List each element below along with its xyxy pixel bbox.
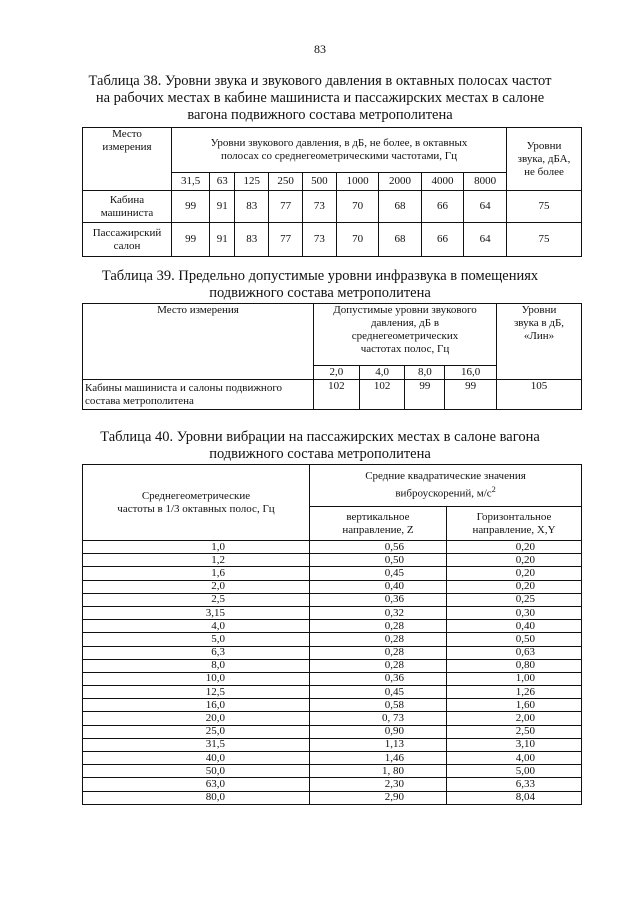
t38-cell: 64	[464, 191, 507, 223]
table-row	[83, 778, 582, 791]
table-row	[83, 606, 582, 619]
table-row	[83, 620, 582, 633]
t40-freq: 3,15	[83, 606, 310, 619]
t40-header-freq: Среднегеометрические частоты в 1/3 октавных полос, Гц	[83, 465, 310, 541]
t38-cell: 70	[336, 191, 378, 223]
t40-header-vertical: вертикальное направление, Z	[310, 507, 447, 541]
table-row	[83, 686, 582, 699]
table-38-title: Таблица 38. Уровни звука и звукового давления в октавных полосах частот на рабочих местах в кабине машиниста и пассажирских местах в салоне вагона подвижного состава метрополитена	[88, 73, 552, 123]
t40-freq: 6,3	[83, 646, 310, 659]
table-row	[83, 699, 582, 712]
t38-cell: 66	[421, 191, 463, 223]
t38-cell: 73	[303, 223, 337, 257]
table-39-title: Таблица 39. Предельно допустимые уровни инфразвука в помещениях подвижного состава метрополитена	[101, 268, 539, 301]
t40-xy: 0,40	[447, 620, 582, 633]
table-row	[83, 567, 582, 580]
t40-freq: 5,0	[83, 633, 310, 646]
table-40	[82, 464, 582, 805]
table-row	[83, 646, 582, 659]
t38-cell: 99	[172, 191, 210, 223]
t40-xy: 1,26	[447, 686, 582, 699]
t40-freq: 50,0	[83, 765, 310, 778]
t39-cell: 99	[445, 380, 497, 410]
t38-freq: 8000	[464, 173, 507, 191]
t40-z: 0,28	[310, 659, 447, 672]
t40-z: 0,28	[310, 646, 447, 659]
t40-xy: 2,00	[447, 712, 582, 725]
t40-xy: 0,30	[447, 606, 582, 619]
t39-header-place: Место измерения	[83, 304, 314, 380]
t38-cell: 91	[210, 223, 235, 257]
t40-z: 0,36	[310, 593, 447, 606]
t40-freq: 2,5	[83, 593, 310, 606]
t40-xy: 0,50	[447, 633, 582, 646]
t40-xy: 8,04	[447, 791, 582, 804]
t40-z: 2,90	[310, 791, 447, 804]
t38-cell: 77	[269, 223, 303, 257]
table-row	[83, 738, 582, 751]
t38-total: 75	[507, 191, 582, 223]
table-row	[83, 633, 582, 646]
t38-freq: 125	[235, 173, 269, 191]
t40-z: 0,50	[310, 554, 447, 567]
t40-xy: 0,80	[447, 659, 582, 672]
t38-cell: 77	[269, 191, 303, 223]
t40-z: 1,13	[310, 738, 447, 751]
t38-cell: 99	[172, 223, 210, 257]
table-40-title: Таблица 40. Уровни вибрации на пассажирских местах в салоне вагона подвижного состава метрополитена	[100, 429, 540, 462]
table-row	[83, 223, 582, 257]
t38-freq: 4000	[421, 173, 463, 191]
t40-xy: 0,20	[447, 580, 582, 593]
t40-xy: 3,10	[447, 738, 582, 751]
t40-xy: 1,00	[447, 672, 582, 685]
table-row	[83, 752, 582, 765]
t40-xy: 0,63	[447, 646, 582, 659]
t39-header-total: Уровни звука в дБ, «Лин»	[497, 304, 582, 380]
t40-freq: 80,0	[83, 791, 310, 804]
t40-z: 0,40	[310, 580, 447, 593]
t38-cell: 68	[379, 223, 421, 257]
t40-xy: 0,20	[447, 567, 582, 580]
table-row	[83, 541, 582, 554]
table-row	[83, 380, 582, 410]
t40-header-accel: Средние квадратические значения виброускорений, $м/с^2$	[310, 465, 582, 507]
t39-freq: 4,0	[359, 366, 405, 380]
table-38	[82, 127, 582, 257]
t38-cell: 83	[235, 191, 269, 223]
t40-freq: 8,0	[83, 659, 310, 672]
t40-freq: 1,0	[83, 541, 310, 554]
table-row	[83, 672, 582, 685]
t40-freq: 25,0	[83, 725, 310, 738]
t39-cell: 102	[359, 380, 405, 410]
t40-freq: 40,0	[83, 752, 310, 765]
t40-z: 1,46	[310, 752, 447, 765]
t38-freq: 2000	[379, 173, 421, 191]
t40-z: 2,30	[310, 778, 447, 791]
t40-z: 0,32	[310, 606, 447, 619]
table-row	[83, 791, 582, 804]
t40-freq: 12,5	[83, 686, 310, 699]
t40-z: 0,45	[310, 567, 447, 580]
t40-freq: 2,0	[83, 580, 310, 593]
t40-xy: 0,25	[447, 593, 582, 606]
t40-xy: 4,00	[447, 752, 582, 765]
t40-z: 0,90	[310, 725, 447, 738]
t38-header-total: Уровни звука, дБА, не более	[507, 128, 582, 191]
t38-total: 75	[507, 223, 582, 257]
table-row	[83, 554, 582, 567]
table-row	[83, 725, 582, 738]
table-row	[83, 593, 582, 606]
t40-freq: 4,0	[83, 620, 310, 633]
t39-freq: 8,0	[405, 366, 445, 380]
t39-freq: 2,0	[314, 366, 360, 380]
t40-z: 0,28	[310, 620, 447, 633]
t38-cell: 66	[421, 223, 463, 257]
t38-header-levels: Уровни звукового давления, в дБ, не более, в октавных полосах со среднегеометрическими частотами, Гц	[172, 128, 507, 173]
t40-z: 0, 73	[310, 712, 447, 725]
t38-place: Кабина	[109, 193, 145, 206]
table-row	[83, 191, 582, 223]
t38-cell: 83	[235, 223, 269, 257]
t40-freq: 31,5	[83, 738, 310, 751]
t40-xy: 0,20	[447, 554, 582, 567]
t40-z: 0,36	[310, 672, 447, 685]
t40-freq: 20,0	[83, 712, 310, 725]
t38-freq: 63	[210, 173, 235, 191]
table-row	[83, 712, 582, 725]
t39-cell: 99	[405, 380, 445, 410]
t39-place: Кабины машиниста и салоны подвижного	[85, 381, 283, 394]
page-number: 83	[314, 42, 326, 56]
t40-z: 0,45	[310, 686, 447, 699]
table-row	[83, 659, 582, 672]
t40-freq: 63,0	[83, 778, 310, 791]
table-row	[83, 580, 582, 593]
t38-cell: 73	[303, 191, 337, 223]
t38-freq: 250	[269, 173, 303, 191]
t40-z: 1, 80	[310, 765, 447, 778]
t40-freq: 10,0	[83, 672, 310, 685]
t38-cell: 68	[379, 191, 421, 223]
t39-cell: 102	[314, 380, 360, 410]
t40-z: 0,28	[310, 633, 447, 646]
t38-freq: 1000	[336, 173, 378, 191]
t38-place: салон	[113, 239, 141, 252]
t40-xy: 6,33	[447, 778, 582, 791]
t38-header-place: Место измерения	[83, 128, 172, 191]
t40-xy: 2,50	[447, 725, 582, 738]
t40-z: 0,58	[310, 699, 447, 712]
t38-freq: 500	[303, 173, 337, 191]
table-39	[82, 303, 582, 410]
t38-cell: 70	[336, 223, 378, 257]
t40-header-horizontal: Горизонтальное направление, X,Y	[447, 507, 582, 541]
t40-xy: 0,20	[447, 541, 582, 554]
t38-cell: 91	[210, 191, 235, 223]
t40-freq: 16,0	[83, 699, 310, 712]
t40-xy: 1,60	[447, 699, 582, 712]
t38-place: Пассажирский	[92, 226, 162, 239]
table-row	[83, 765, 582, 778]
t40-freq: 1,2	[83, 554, 310, 567]
t40-z: 0,56	[310, 541, 447, 554]
t39-total: 105	[497, 380, 582, 410]
t39-place: состава метрополитена	[85, 394, 194, 407]
t38-freq: 31,5	[172, 173, 210, 191]
t40-xy: 5,00	[447, 765, 582, 778]
t40-freq: 1,6	[83, 567, 310, 580]
t38-cell: 64	[464, 223, 507, 257]
t39-header-levels: Допустимые уровни звукового давления, дБ в среднегеометрических частотах полос, Гц	[314, 304, 497, 366]
t39-freq: 16,0	[445, 366, 497, 380]
t38-place: машиниста	[100, 206, 154, 219]
